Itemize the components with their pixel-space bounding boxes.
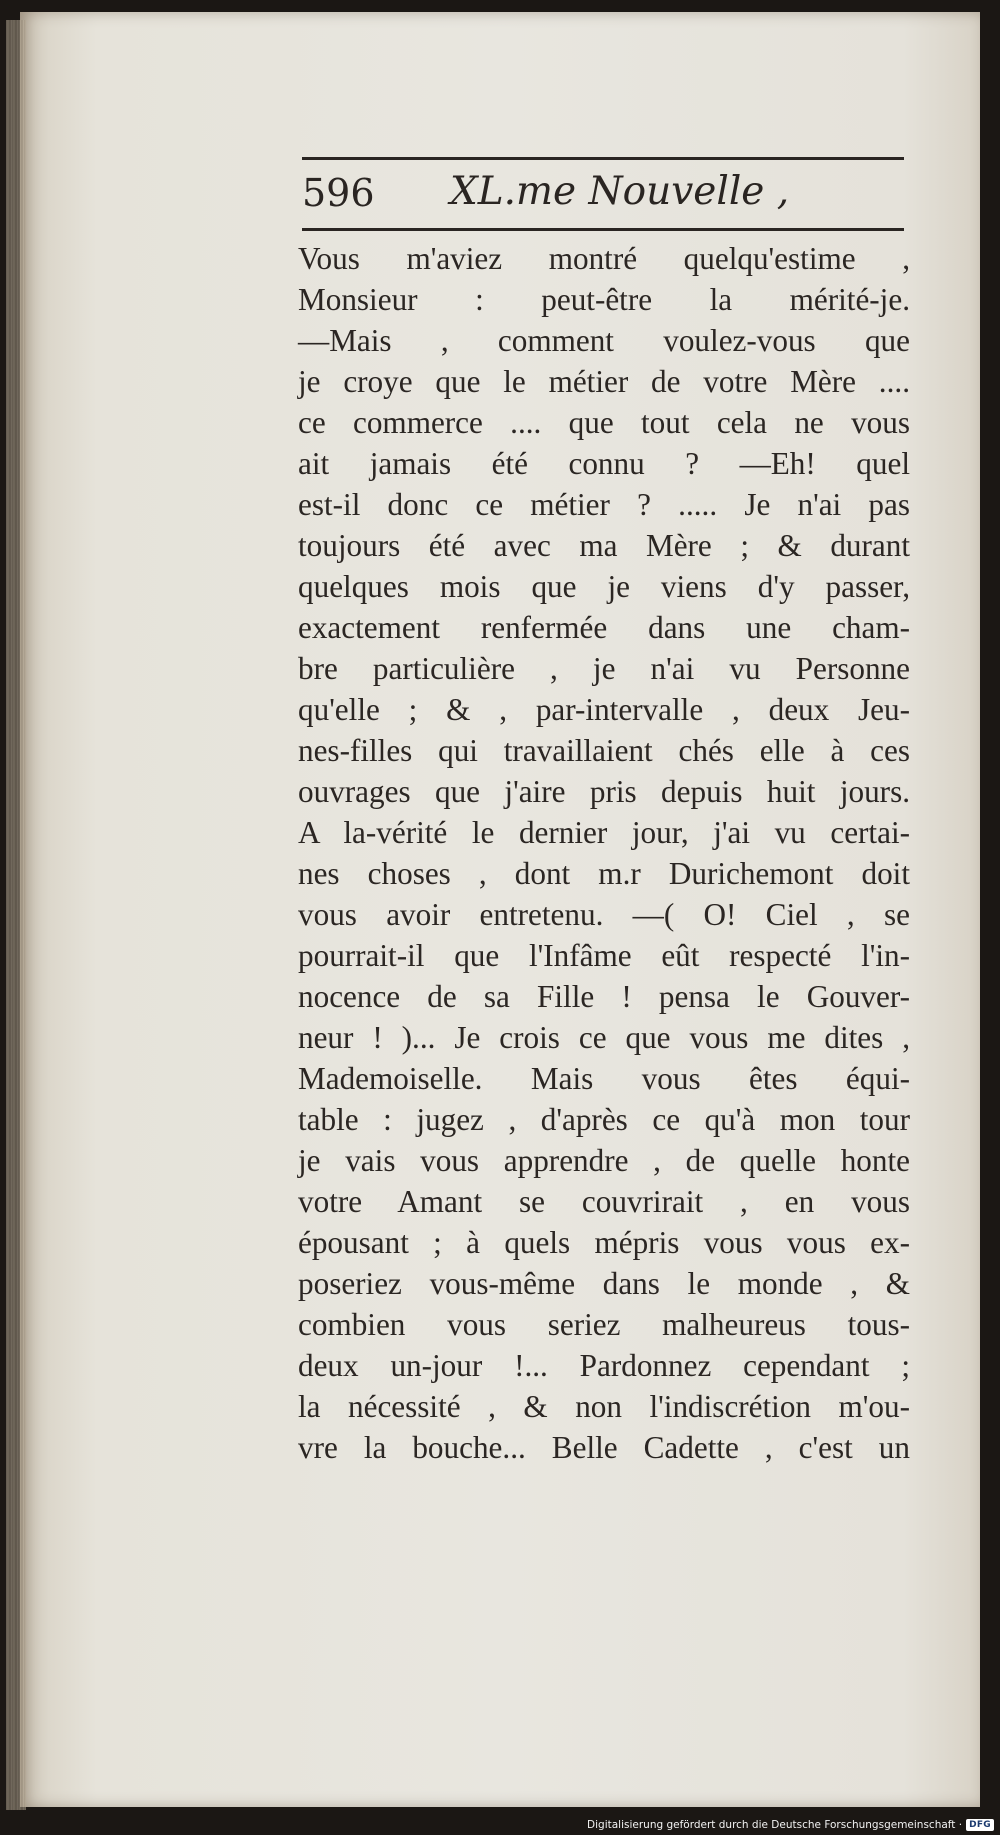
text-line: Vous m'aviez montré quelqu'estime ,: [298, 241, 910, 276]
text-line: Monsieur : peut-être la mérité-je.: [298, 282, 910, 317]
header-rule-bottom: [302, 228, 904, 231]
text-line: deux un-jour !... Pardonnez cependant ;: [298, 1348, 910, 1383]
dfg-logo: DFG: [966, 1819, 994, 1831]
running-head: [302, 167, 904, 225]
text-line: poseriez vous-même dans le monde , &: [298, 1266, 910, 1301]
text-line: je vais vous apprendre , de quelle honte: [298, 1143, 910, 1178]
chapter-title: XL.me Nouvelle ,: [450, 169, 790, 214]
text-line: nes-filles qui travaillaient chés elle à ces: [298, 733, 910, 768]
text-line: ce commerce .... que tout cela ne vous: [298, 405, 910, 440]
page-edge: [6, 20, 26, 1810]
text-line: combien vous seriez malheureus tous-: [298, 1307, 910, 1342]
text-line: votre Amant se couvrirait , en vous: [298, 1184, 910, 1219]
text-line: table : jugez , d'après ce qu'à mon tour: [298, 1102, 910, 1137]
text-line: épousant ; à quels mépris vous vous ex-: [298, 1225, 910, 1260]
text-line: quelques mois que je viens d'y passer,: [298, 569, 910, 604]
text-line: exactement renfermée dans une cham-: [298, 610, 910, 645]
header-rule-top: [302, 157, 904, 160]
text-line: la nécessité , & non l'indiscrétion m'ou-: [298, 1389, 910, 1424]
text-line: ouvrages que j'aire pris depuis huit jours.: [298, 774, 910, 809]
text-line: vre la bouche... Belle Cadette , c'est un: [298, 1430, 910, 1465]
text-line: je croye que le métier de votre Mère ....: [298, 364, 910, 399]
text-line: bre particulière , je n'ai vu Personne: [298, 651, 910, 686]
funding-credit: Digitalisierung gefördert durch die Deutsche Forschungsgemeinschaft ·: [587, 1819, 963, 1831]
text-line: pourrait-il que l'Infâme eût respecté l'in-: [298, 938, 910, 973]
text-line: nes choses , dont m.r Durichemont doit: [298, 856, 910, 891]
body-text: [298, 238, 910, 1468]
text-line: est-il donc ce métier ? ..... Je n'ai pas: [298, 487, 910, 522]
digitization-footer: [587, 1819, 994, 1831]
text-line: neur ! )... Je crois ce que vous me dites ,: [298, 1020, 910, 1055]
page-number: 596: [302, 171, 375, 215]
text-line: Mademoiselle. Mais vous êtes équi-: [298, 1061, 910, 1096]
text-line: nocence de sa Fille ! pensa le Gouver-: [298, 979, 910, 1014]
text-line: ait jamais été connu ? —Eh! quel: [298, 446, 910, 481]
text-line: —Mais , comment voulez-vous que: [298, 323, 910, 358]
text-line: qu'elle ; & , par-intervalle , deux Jeu-: [298, 692, 910, 727]
text-line: toujours été avec ma Mère ; & durant: [298, 528, 910, 563]
text-line: A la-vérité le dernier jour, j'ai vu certai-: [298, 815, 910, 850]
text-line: vous avoir entretenu. —( O! Ciel , se: [298, 897, 910, 932]
